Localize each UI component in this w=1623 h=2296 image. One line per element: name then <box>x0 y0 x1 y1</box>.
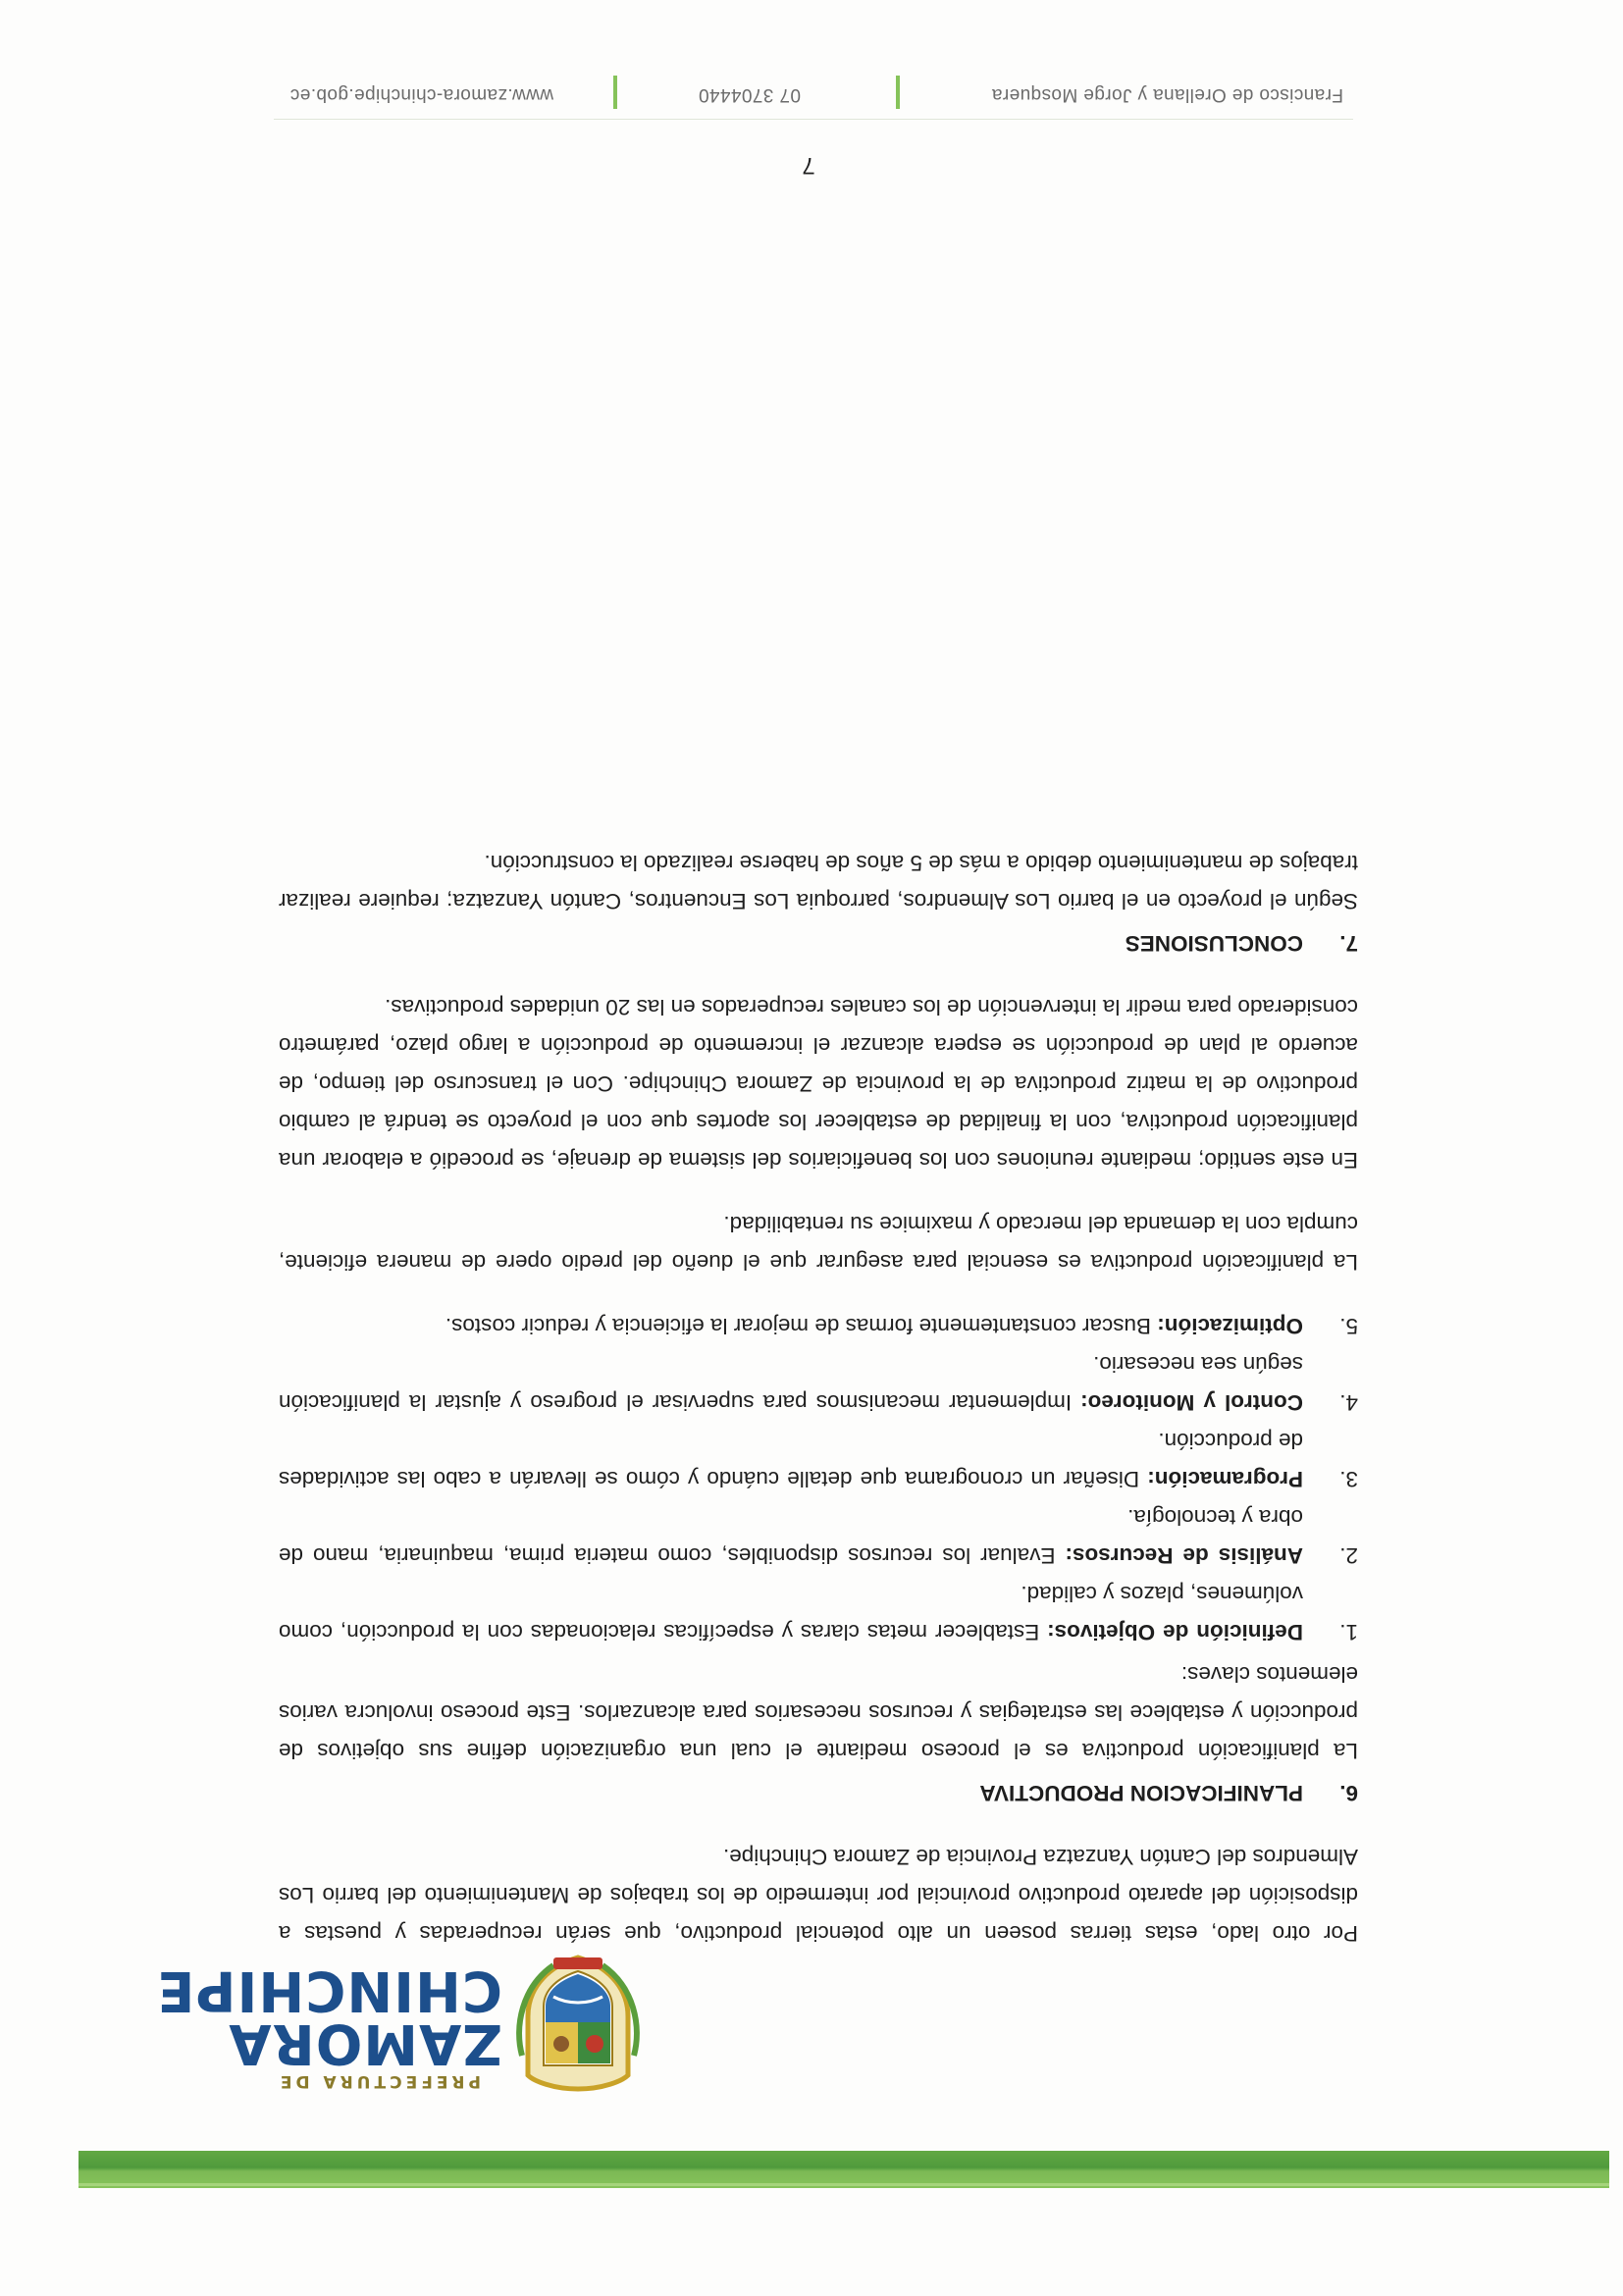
list-item-number: 4. <box>1339 1390 1358 1415</box>
section-6-title: PLANIFICACION PRODUCTIVA <box>979 1781 1303 1805</box>
list-item-text: Diseñar un cronograma que detalle cuándo y cómo se llevarán a cabo las actividades de producción. <box>279 1429 1303 1491</box>
list-item <box>279 1575 1358 1651</box>
page-number-footer: 7 <box>802 152 815 179</box>
list-item <box>279 1307 1358 1345</box>
list-item-number: 2. <box>1339 1543 1358 1568</box>
body-content <box>279 818 1358 1953</box>
section-7-title: CONCLUSIONES <box>1125 931 1303 956</box>
list-item <box>279 1345 1358 1422</box>
list-item-label: Programación: <box>1147 1467 1303 1491</box>
header-green-band <box>79 2151 1609 2188</box>
brand-small-text: PREFECTURA DE <box>276 2071 481 2091</box>
list-item-label: Análisis de Recursos: <box>1065 1543 1303 1568</box>
section-7-number: 7. <box>1339 931 1358 956</box>
section-6-heading <box>279 1774 1358 1812</box>
footer-website: www.zamora-chinchipe.gob.ec <box>289 84 553 105</box>
list-item-text: Evaluar los recursos disponibles, como materia prima, maquinaria, mano de obra y tecnología. <box>279 1505 1303 1568</box>
list-item-label: Control y Monitoreo: <box>1080 1390 1303 1415</box>
footer-names: Francisco de Orellana y Jorge Mosquera <box>991 84 1343 105</box>
list-item-text: Establecer metas claras y específicas relacionadas con la producción, como volúmenes, plazos y calidad. <box>279 1582 1303 1644</box>
list-item-label: Definición de Objetivos: <box>1047 1620 1303 1644</box>
list-item-number: 3. <box>1339 1467 1358 1491</box>
list-item-text: Implementar mecanismos para supervisar el progreso y ajustar la planificación según sea necesario. <box>279 1352 1303 1415</box>
footer-separator <box>613 76 617 109</box>
key-elements-list <box>279 1307 1358 1651</box>
footer-separator <box>896 76 900 109</box>
list-item-text: Buscar constantemente formas de mejorar la eficiencia y reducir costos. <box>445 1314 1158 1338</box>
section-6-paragraph-1: La planificación productiva es el proceso mediante el cual una organización define sus objetivos de producción y establece las estrategias y recursos necesarios para alcanzarlos. Este proceso involucra varios elementos claves: <box>279 1662 1358 1763</box>
coat-of-arms-icon <box>514 1953 642 2095</box>
brand-chinchipe: CHINCHIPE <box>156 1958 502 2022</box>
section-6-paragraph-2: La planificación productiva es esencial para asegurar que el dueño del predio opere de manera eficiente, cumpla con la demanda del mercado y maximice su rentabilidad. <box>279 1212 1358 1275</box>
footer-phone: 07 3704440 <box>698 84 801 105</box>
brand-text <box>156 1958 502 2091</box>
section-7-heading <box>279 924 1358 963</box>
list-item-label: Optimización: <box>1157 1314 1303 1338</box>
list-item <box>279 1498 1358 1575</box>
footer-contact <box>274 70 1353 120</box>
prefectura-logo <box>156 1948 642 2095</box>
intro-paragraph: Por otro lado, estas tierras poseen un alto potencial productivo, que serán recuperadas y puestas a disposición del aparato productivo provincial por intermedio de los trabajos de Mantenimiento del barrio Los Almendros del Cantón Yanzatza Provincia de Zamora Chinchipe. <box>279 1845 1358 1946</box>
list-item <box>279 1422 1358 1498</box>
brand-zamora: ZAMORA <box>228 2011 502 2075</box>
section-6-paragraph-3: En este sentido; mediante reuniones con los beneficiarios del sistema de drenaje, se procedió a elaborar una planificación productiva, con la finalidad de establecer los aportes que con el proyecto se tendrá al cambio productivo de la matriz productiva de la provincia de Zamora Chinchipe. Con el transcurso del tiempo, de acuerdo al plan de producción se espera alcanzar el incremento de producción a largo plazo, parámetro considerado para medir la intervención de los canales recuperados en las 20 unidades productivas. <box>279 995 1358 1173</box>
section-7-paragraph-1: Según el proyecto en el barrio Los Almendros, parroquia Los Encuentros, Cantón Yanzatza; requiere realizar trabajos de mantenimiento debido a más de 5 años de haberse realizado la construcción. <box>279 851 1358 913</box>
list-item-number: 1. <box>1339 1620 1358 1644</box>
section-6-number: 6. <box>1339 1781 1358 1805</box>
list-item-number: 5. <box>1339 1314 1358 1338</box>
